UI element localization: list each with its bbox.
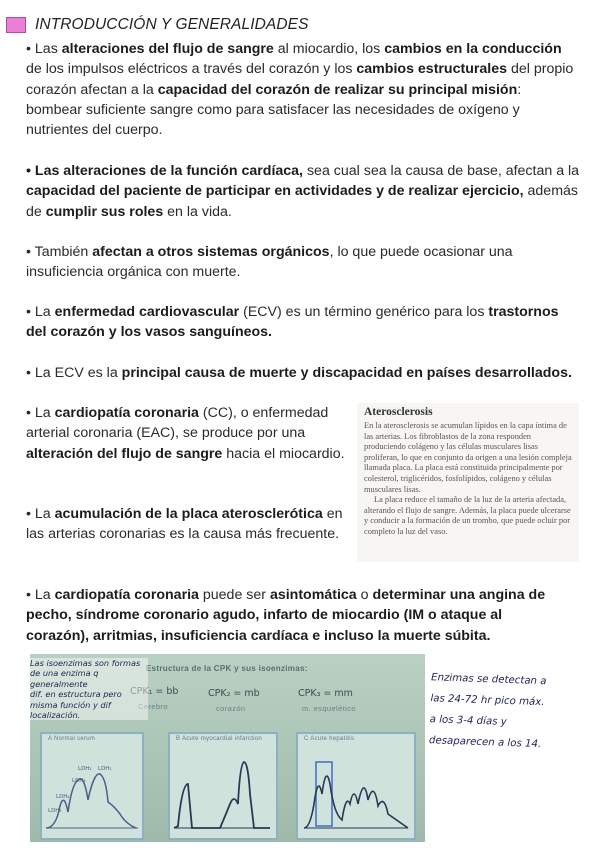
text-run: de los impulsos eléctricos a través del corazón y los — [26, 61, 357, 78]
section-title: INTRODUCCIÓN Y GENERALIDADES — [35, 16, 309, 33]
text-run: cardiopatía coronaria — [54, 405, 199, 421]
hand-right-line-4: desaparecen a los 14. — [428, 735, 542, 751]
text-run: al miocardio, los — [273, 41, 385, 57]
ldh-normal-graph — [42, 744, 142, 836]
text-run: capacidad del corazón de realizar su principal misión — [157, 81, 518, 98]
isoenzyme-cpk1: CPK₁ = bb — [130, 686, 179, 697]
atherosclerosis-text-1: En la aterosclerosis se acumulan lípidos en la capa íntima de las arterias. Los fibroblastos de la zona responden produciendo colágeno y las células musculares lisas proliferan, lo que en conjunto da origen a una lesión compleja llamada placa. La placa está constituida principalmente por colesterol, triglicéridos, fosfolípidos, colágeno y células musculares lisas. — [364, 421, 572, 494]
text-run: enfermedad cardiovascular — [54, 304, 240, 320]
panel-ami-title: B Acute myocardial infarction — [176, 736, 263, 742]
ldh-hepatitis-graph — [298, 744, 414, 836]
hand-right-line-2: las 24-72 hr pico máx. — [430, 693, 545, 709]
handwritten-note-enzimas — [429, 667, 594, 757]
paragraph-funcion-cardiaca — [26, 161, 581, 222]
ldh5-label: LDH₅ — [48, 808, 62, 814]
whiteboard-screen — [30, 654, 425, 842]
isoenzyme-cpk2-tissue: corazón — [216, 704, 246, 713]
text-run: cambios en la conducción — [384, 41, 562, 57]
paragraph-cardiopatia-coronaria — [26, 403, 346, 464]
text-run: determinar una angina de pecho, síndrome coronario agudo, infarto de miocardio (IM o ataque al corazón), arritmias, insuficiencia cardíaca e incluso la muerte súbita. — [26, 587, 546, 644]
atherosclerosis-text-2: La placa reduce el tamaño de la luz de la arteria afectada, alterando el flujo de sangre. Además, la placa puede ulcerarse y conducir a la formación de un trombo, que puede ocluir por completo la luz del vaso. — [364, 495, 571, 536]
ldh4-label: LDH₄ — [56, 794, 70, 800]
text-run: cardiopatía coronaria — [54, 587, 199, 603]
text-run: o — [356, 587, 373, 603]
handwritten-note-isoenzimas — [30, 658, 148, 720]
text-run: hacia el miocardio. — [222, 445, 345, 462]
text-run: alteraciones del flujo de sangre — [61, 41, 274, 57]
text-run: • La — [26, 587, 55, 603]
atherosclerosis-text — [364, 421, 574, 538]
text-run: alteración del flujo de sangre — [26, 445, 223, 462]
paragraph-sistemas-organicos — [26, 242, 581, 283]
text-run: en la vida. — [163, 203, 232, 220]
text-run: trastornos del corazón y los vasos sanguíneos. — [26, 304, 559, 341]
text-run: además de — [26, 183, 578, 220]
atherosclerosis-textbox — [357, 403, 579, 562]
text-run: cambios estructurales — [356, 61, 508, 78]
text-run: (CC), o enfermedad arterial coronaria (EAC), se produce por una — [26, 405, 329, 442]
isoenzyme-cpk3: CPK₃ = mm — [298, 688, 353, 699]
paragraph-flujo-sangre — [26, 39, 581, 140]
text-run: asintomática — [269, 587, 357, 603]
paragraph-manifestaciones — [26, 585, 546, 646]
panel-normal-title: A Normal serum — [48, 736, 96, 742]
text-run: en las arterias coronarias es la causa más frecuente. — [26, 506, 343, 543]
paragraph-placa-aterosclerotica — [26, 504, 346, 545]
text-run: sea cual sea la causa de base, afectan a la — [303, 163, 580, 179]
text-run: • Las — [26, 41, 62, 57]
text-run: • También — [26, 244, 93, 260]
text-run: cumplir sus roles — [45, 203, 164, 220]
hand-line-5: localización. — [30, 710, 81, 721]
isoenzyme-cpk2: CPK₂ = mb — [208, 688, 260, 699]
text-run: • La — [26, 405, 55, 421]
paragraph-ecv-causa-muerte — [26, 363, 586, 383]
panel-acute-mi — [168, 732, 278, 840]
isoenzyme-cpk1-tissue: Cerebro — [138, 702, 168, 711]
text-run: del propio corazón afectan a la — [26, 61, 574, 98]
paragraph-ecv-definicion — [26, 302, 581, 343]
text-run: capacidad del paciente de participar en actividades y de realizar ejercicio, — [26, 183, 524, 200]
text-run: afectan a otros sistemas orgánicos — [92, 244, 330, 260]
text-run: • La — [26, 304, 55, 320]
ldh2-label: LDH₂ — [78, 766, 92, 772]
text-run: • La ECV es la — [26, 365, 122, 381]
text-run: acumulación de la placa aterosclerótica — [54, 506, 323, 522]
panel-normal-serum — [40, 732, 144, 840]
lecture-photo — [30, 648, 592, 842]
hand-line-1: Las isoenzimas son formas — [30, 658, 141, 668]
text-run: • La — [26, 506, 55, 522]
board-title: Estructura de la CPK y sus isoenzimas: — [146, 664, 308, 673]
isoenzyme-cpk3-tissue: m. esquelético — [302, 704, 356, 713]
ldh3-label: LDH₃ — [72, 778, 86, 784]
pink-marker-icon — [6, 17, 26, 33]
hand-right-line-1: Enzimas se detectan a — [430, 672, 547, 688]
ldh1-label: LDH₁ — [98, 766, 112, 772]
hand-line-3: dif. en estructura pero — [30, 689, 122, 700]
text-run: principal causa de muerte y discapacidad en países desarrollados. — [121, 365, 572, 381]
panel-hepatitis-title: C Acute hepatitis — [304, 736, 355, 742]
text-run: puede ser — [198, 587, 270, 603]
text-run: (ECV) es un término genérico para los — [239, 304, 489, 320]
hand-line-4: misma función y dif — [30, 699, 111, 710]
hand-right-line-3: a los 3-4 días y — [429, 714, 507, 728]
panel-acute-hepatitis — [296, 732, 416, 840]
text-run: , lo que puede ocasionar una insuficiencia orgánica con muerte. — [26, 244, 513, 281]
text-run: : bombear suficiente sangre como para satisfacer las necesidades de oxígeno y nutrientes del cuerpo. — [26, 81, 522, 139]
ldh-ami-graph — [170, 744, 276, 836]
atherosclerosis-title: Aterosclerosis — [364, 406, 433, 418]
text-run: • Las alteraciones de la función cardíaca, — [26, 163, 304, 179]
hand-line-2: de una enzima q generalmente — [30, 668, 99, 689]
section-heading — [6, 16, 309, 34]
